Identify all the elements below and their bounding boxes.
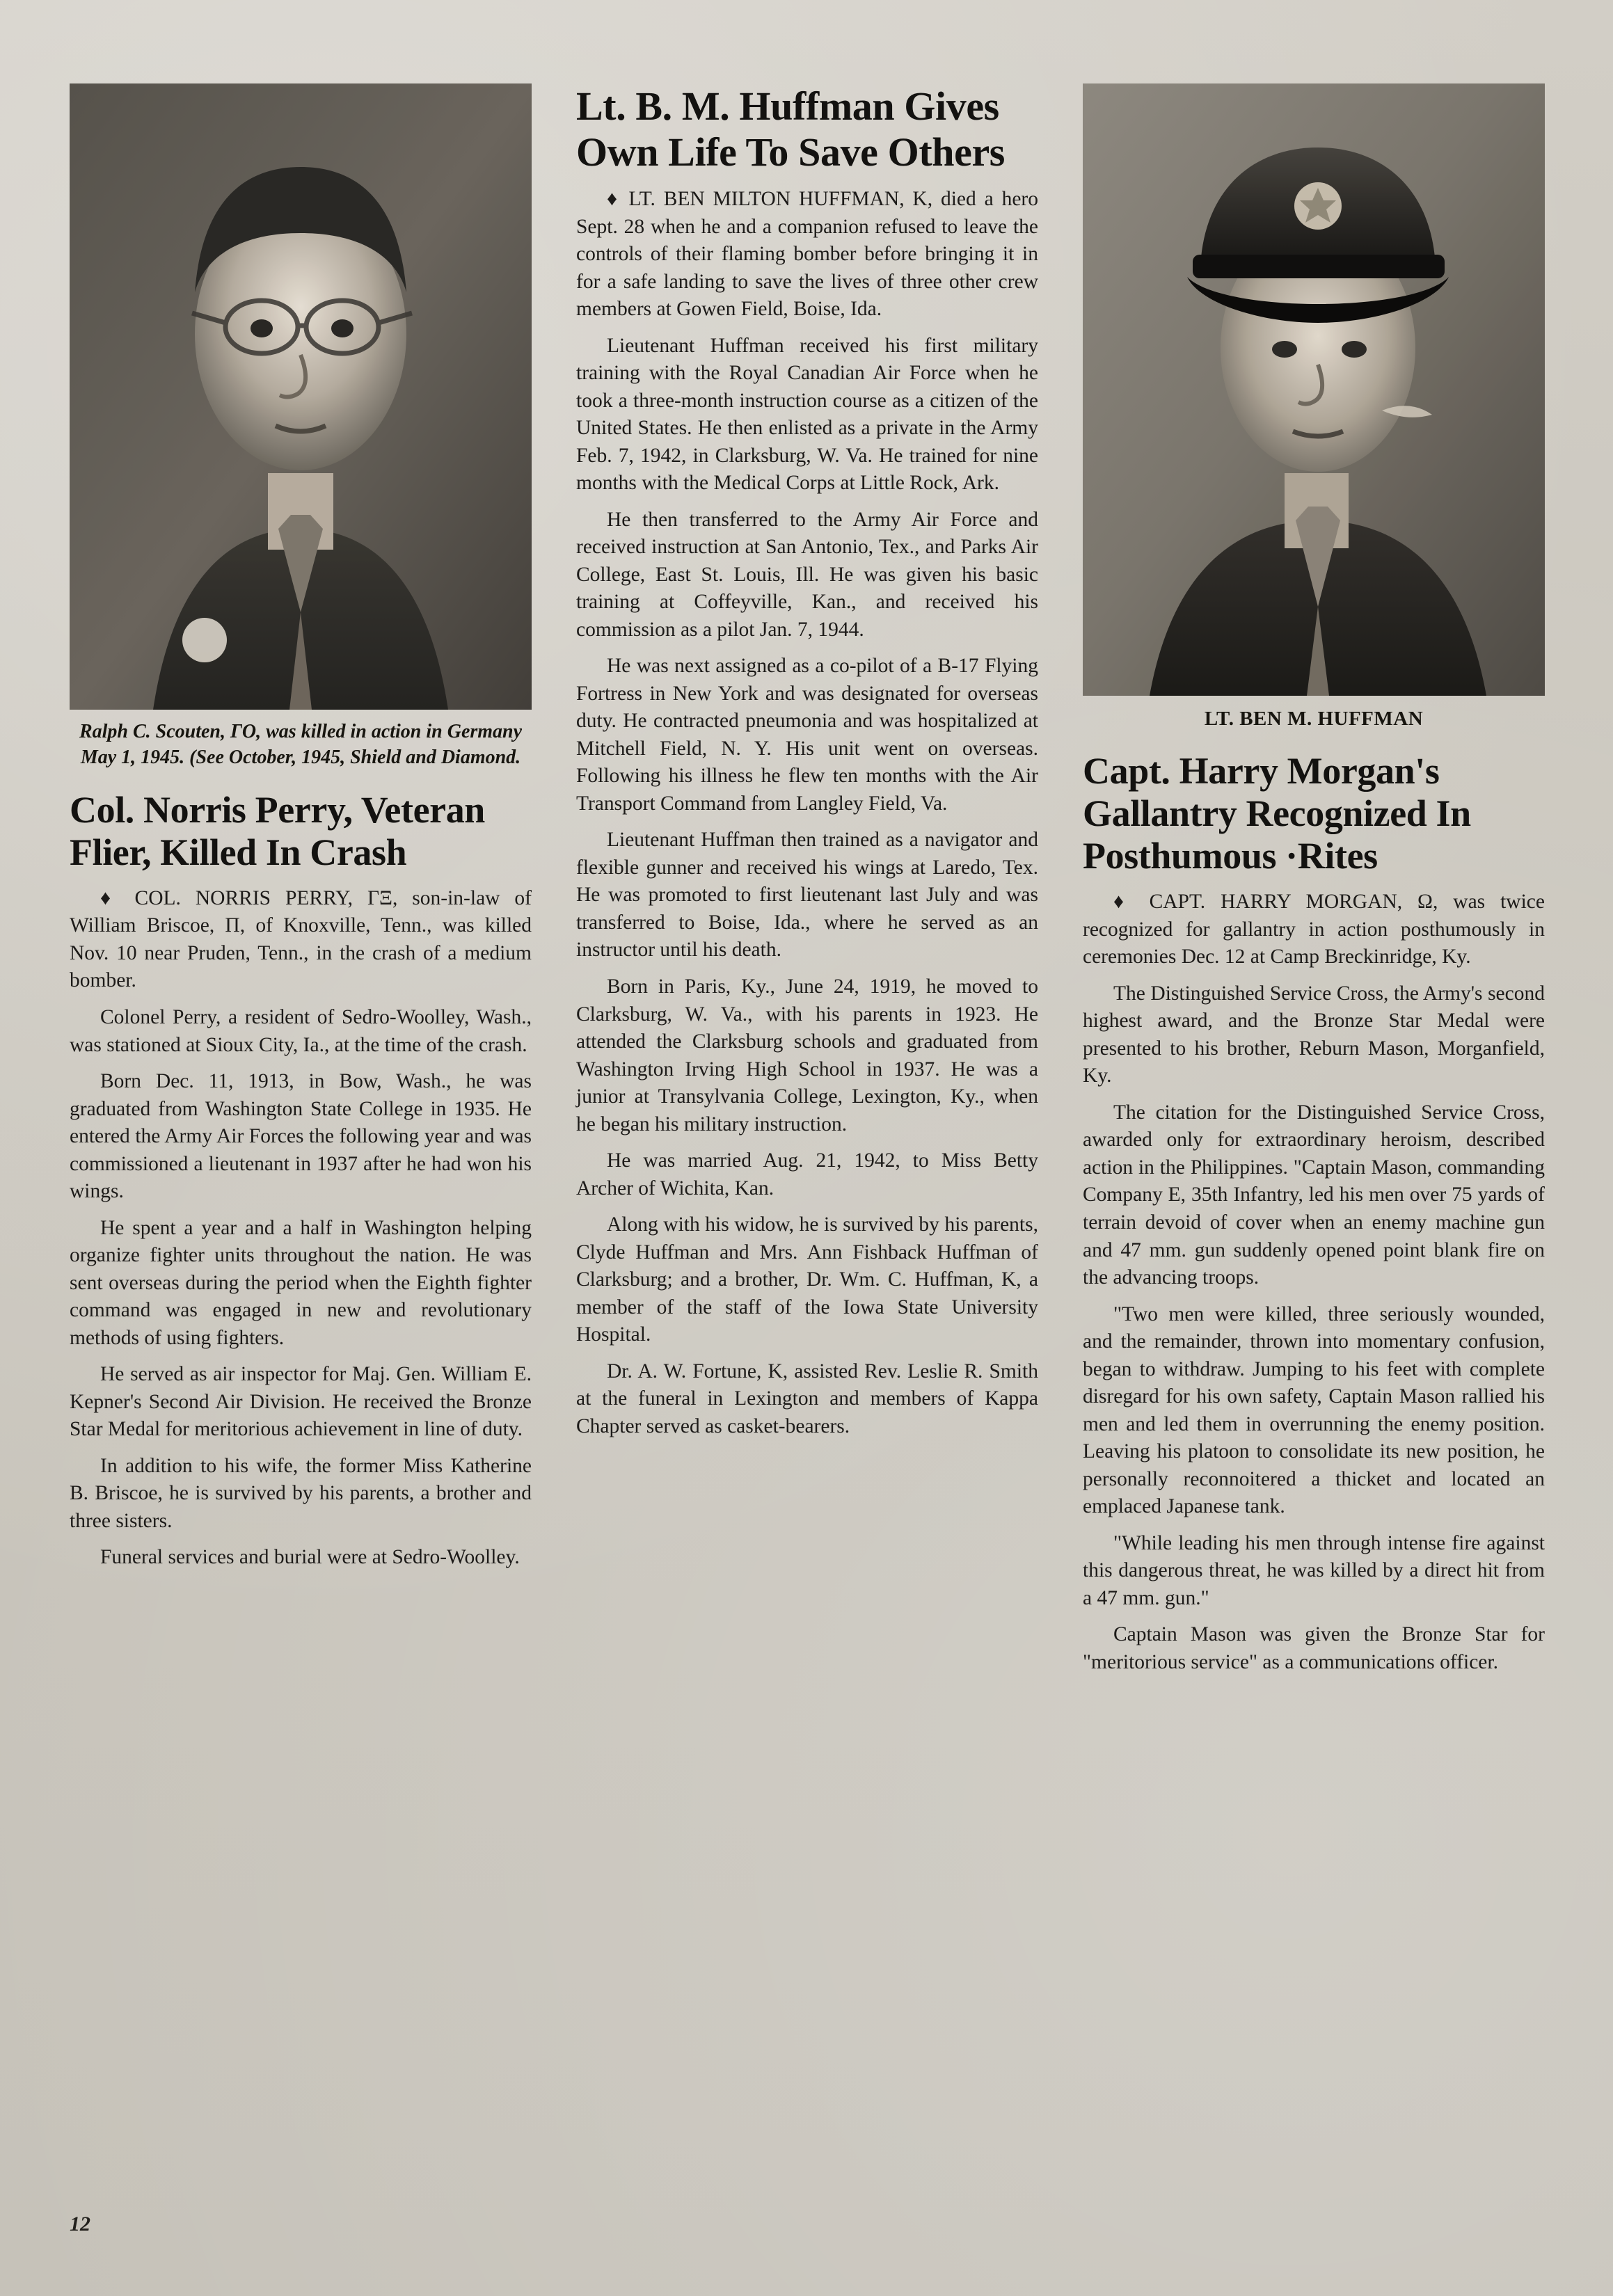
center-column [576, 83, 1038, 1685]
portrait-illustration [70, 83, 532, 710]
left-paragraph-6: In addition to his wife, the former Miss Katherine B. Briscoe, he is survived by his parents, a brother and three sisters. [70, 1454, 532, 1532]
page-content-area [42, 42, 1571, 2254]
right-paragraph-4: "Two men were killed, three seriously wounded, and the remainder, thrown into momentary confusion, began to withdraw. Jumping to his feet with complete disregard for his own safety, Captain Mason rallied his men and led them in overrunning the enemy position. Leaving his platoon to consolidate its new position, he personally reconnoitered a thicket and located an emplaced Japanese tank. [1083, 1302, 1545, 1518]
left-column [70, 83, 532, 1685]
right-paragraph-6: Captain Mason was given the Bronze Star for "meritorious service" as a communications officer. [1083, 1623, 1545, 1673]
center-paragraph-4: He was next assigned as a co-pilot of a B-17 Flying Fortress in New York and was designated for overseas duty. He contracted pneumonia and was hospitalized at Mitchell Field, N. Y. His unit went on overseas. Following his illness he flew ten months with the Air Transport Command from Langley Field, Va. [576, 655, 1038, 815]
center-paragraph-3: He then transferred to the Army Air Force and received instruction at San Antonio, Tex., and Parks Air College, East St. Louis, Ill. He was given his basic training at Coffeyville, Kan., and received his commission as a pilot Jan. 7, 1944. [576, 508, 1038, 641]
right-photo-caption: LT. BEN M. HUFFMAN [1204, 708, 1424, 730]
ben-huffman-portrait [1083, 83, 1545, 696]
left-paragraph-7: Funeral services and burial were at Sedro-Woolley. [100, 1546, 520, 1569]
ralph-scouten-portrait [70, 83, 532, 710]
right-paragraph-2: The Distinguished Service Cross, the Army's second highest award, and the Bronze Star Medal were presented to his brother, Reburn Mason, Morganfield, Ky. [1083, 982, 1545, 1087]
three-column-layout [70, 83, 1545, 1685]
center-paragraph-2: Lieutenant Huffman received his first military training with the Royal Canadian Air Force when he took a three-month instruction course as a citizen of the United States. He then enlisted as a private in the Army Feb. 7, 1942, in Clarksburg, W. Va. He trained for nine months with the Medical Corps at Little Rock, Ark. [576, 334, 1038, 495]
portrait-illustration [1083, 83, 1545, 696]
center-paragraph-1: ♦ LT. BEN MILTON HUFFMAN, K, died a hero Sept. 28 when he and a companion refused to leave the controls of their flaming bomber before bringing it in for a safe landing to save the lives of three other crew members at Gowen Field, Boise, Ida. [576, 188, 1038, 321]
left-paragraph-5: He served as air inspector for Maj. Gen. William E. Kepner's Second Air Division. He received the Bronze Star Medal for meritorious achievement in line of duty. [70, 1363, 532, 1441]
right-paragraph-1: ♦ CAPT. HARRY MORGAN, Ω, was twice recognized for gallantry in action posthumously in ceremonies Dec. 12 at Camp Breckinridge, Ky. [1083, 891, 1545, 968]
left-headline: Col. Norris Perry, Veteran Flier, Killed In Crash [70, 788, 485, 873]
left-paragraph-2: Colonel Perry, a resident of Sedro-Woolley, Wash., was stationed at Sioux City, Ia., at the time of the crash. [70, 1006, 532, 1056]
page-number: 12 [70, 2213, 90, 2235]
center-paragraph-5: Lieutenant Huffman then trained as a navigator and flexible gunner and received his wings at Laredo, Tex. He was promoted to first lieutenant last July and was transferred to Boise, Ida., where he served as an instructor until his death. [576, 829, 1038, 962]
center-headline: Lt. B. M. Huffman Gives Own Life To Save Others [576, 83, 1005, 175]
right-paragraph-3: The citation for the Distinguished Service Cross, awarded only for extraordinary heroism, described action in the Philippines. "Captain Mason, commanding Company E, 35th Infantry, led his men over 75 yards of terrain devoid of cover when an enemy machine gun and 47 mm. gun suddenly opened point blank fire on the advancing troops. [1083, 1101, 1545, 1289]
center-paragraph-6: Born in Paris, Ky., June 24, 1919, he moved to Clarksburg, W. Va., with his parents in 1923. He attended the Clarksburg schools and graduated from Washington Irving High School in 1937. He was a junior at Transylvania College, Lexington, Ky., when he began his military instruction. [576, 975, 1038, 1135]
left-paragraph-4: He spent a year and a half in Washington helping organize fighter units throughout the nation. He was sent overseas during the period when the Eighth fighter command was engaged in new and revolutionary methods of using fighters. [70, 1216, 532, 1349]
left-photo-caption: Ralph C. Scouten, ΓΟ, was killed in action in Germany May 1, 1945. (See October, 1945, Shield and Diamond. [79, 721, 523, 768]
center-paragraph-9: Dr. A. W. Fortune, K, assisted Rev. Leslie R. Smith at the funeral in Lexington and members of Kappa Chapter served as casket-bearers. [576, 1360, 1038, 1437]
right-paragraph-5: "While leading his men through intense fire against this dangerous threat, he was killed by a direct hit from a 47 mm. gun." [1083, 1531, 1545, 1609]
center-paragraph-7: He was married Aug. 21, 1942, to Miss Betty Archer of Wichita, Kan. [576, 1149, 1038, 1199]
center-paragraph-8: Along with his widow, he is survived by his parents, Clyde Huffman and Mrs. Ann Fishback Huffman of Clarksburg; and a brother, Dr. Wm. C. Huffman, K, a member of the staff of the Iowa State University Hospital. [576, 1213, 1038, 1346]
left-paragraph-3: Born Dec. 11, 1913, in Bow, Wash., he was graduated from Washington State College in 1935. He entered the Army Air Forces the following year and was commissioned a lieutenant in 1937 after he had won his wings. [70, 1070, 532, 1203]
right-column [1083, 83, 1545, 1685]
right-headline: Capt. Harry Morgan's Gallantry Recognized In Posthumous ·Rites [1083, 750, 1471, 877]
left-paragraph-1: ♦ COL. NORRIS PERRY, ΓΞ, son-in-law of William Briscoe, Π, of Knoxville, Tenn., was killed Nov. 10 near Pruden, Tenn., in the crash of a medium bomber. [70, 886, 532, 992]
